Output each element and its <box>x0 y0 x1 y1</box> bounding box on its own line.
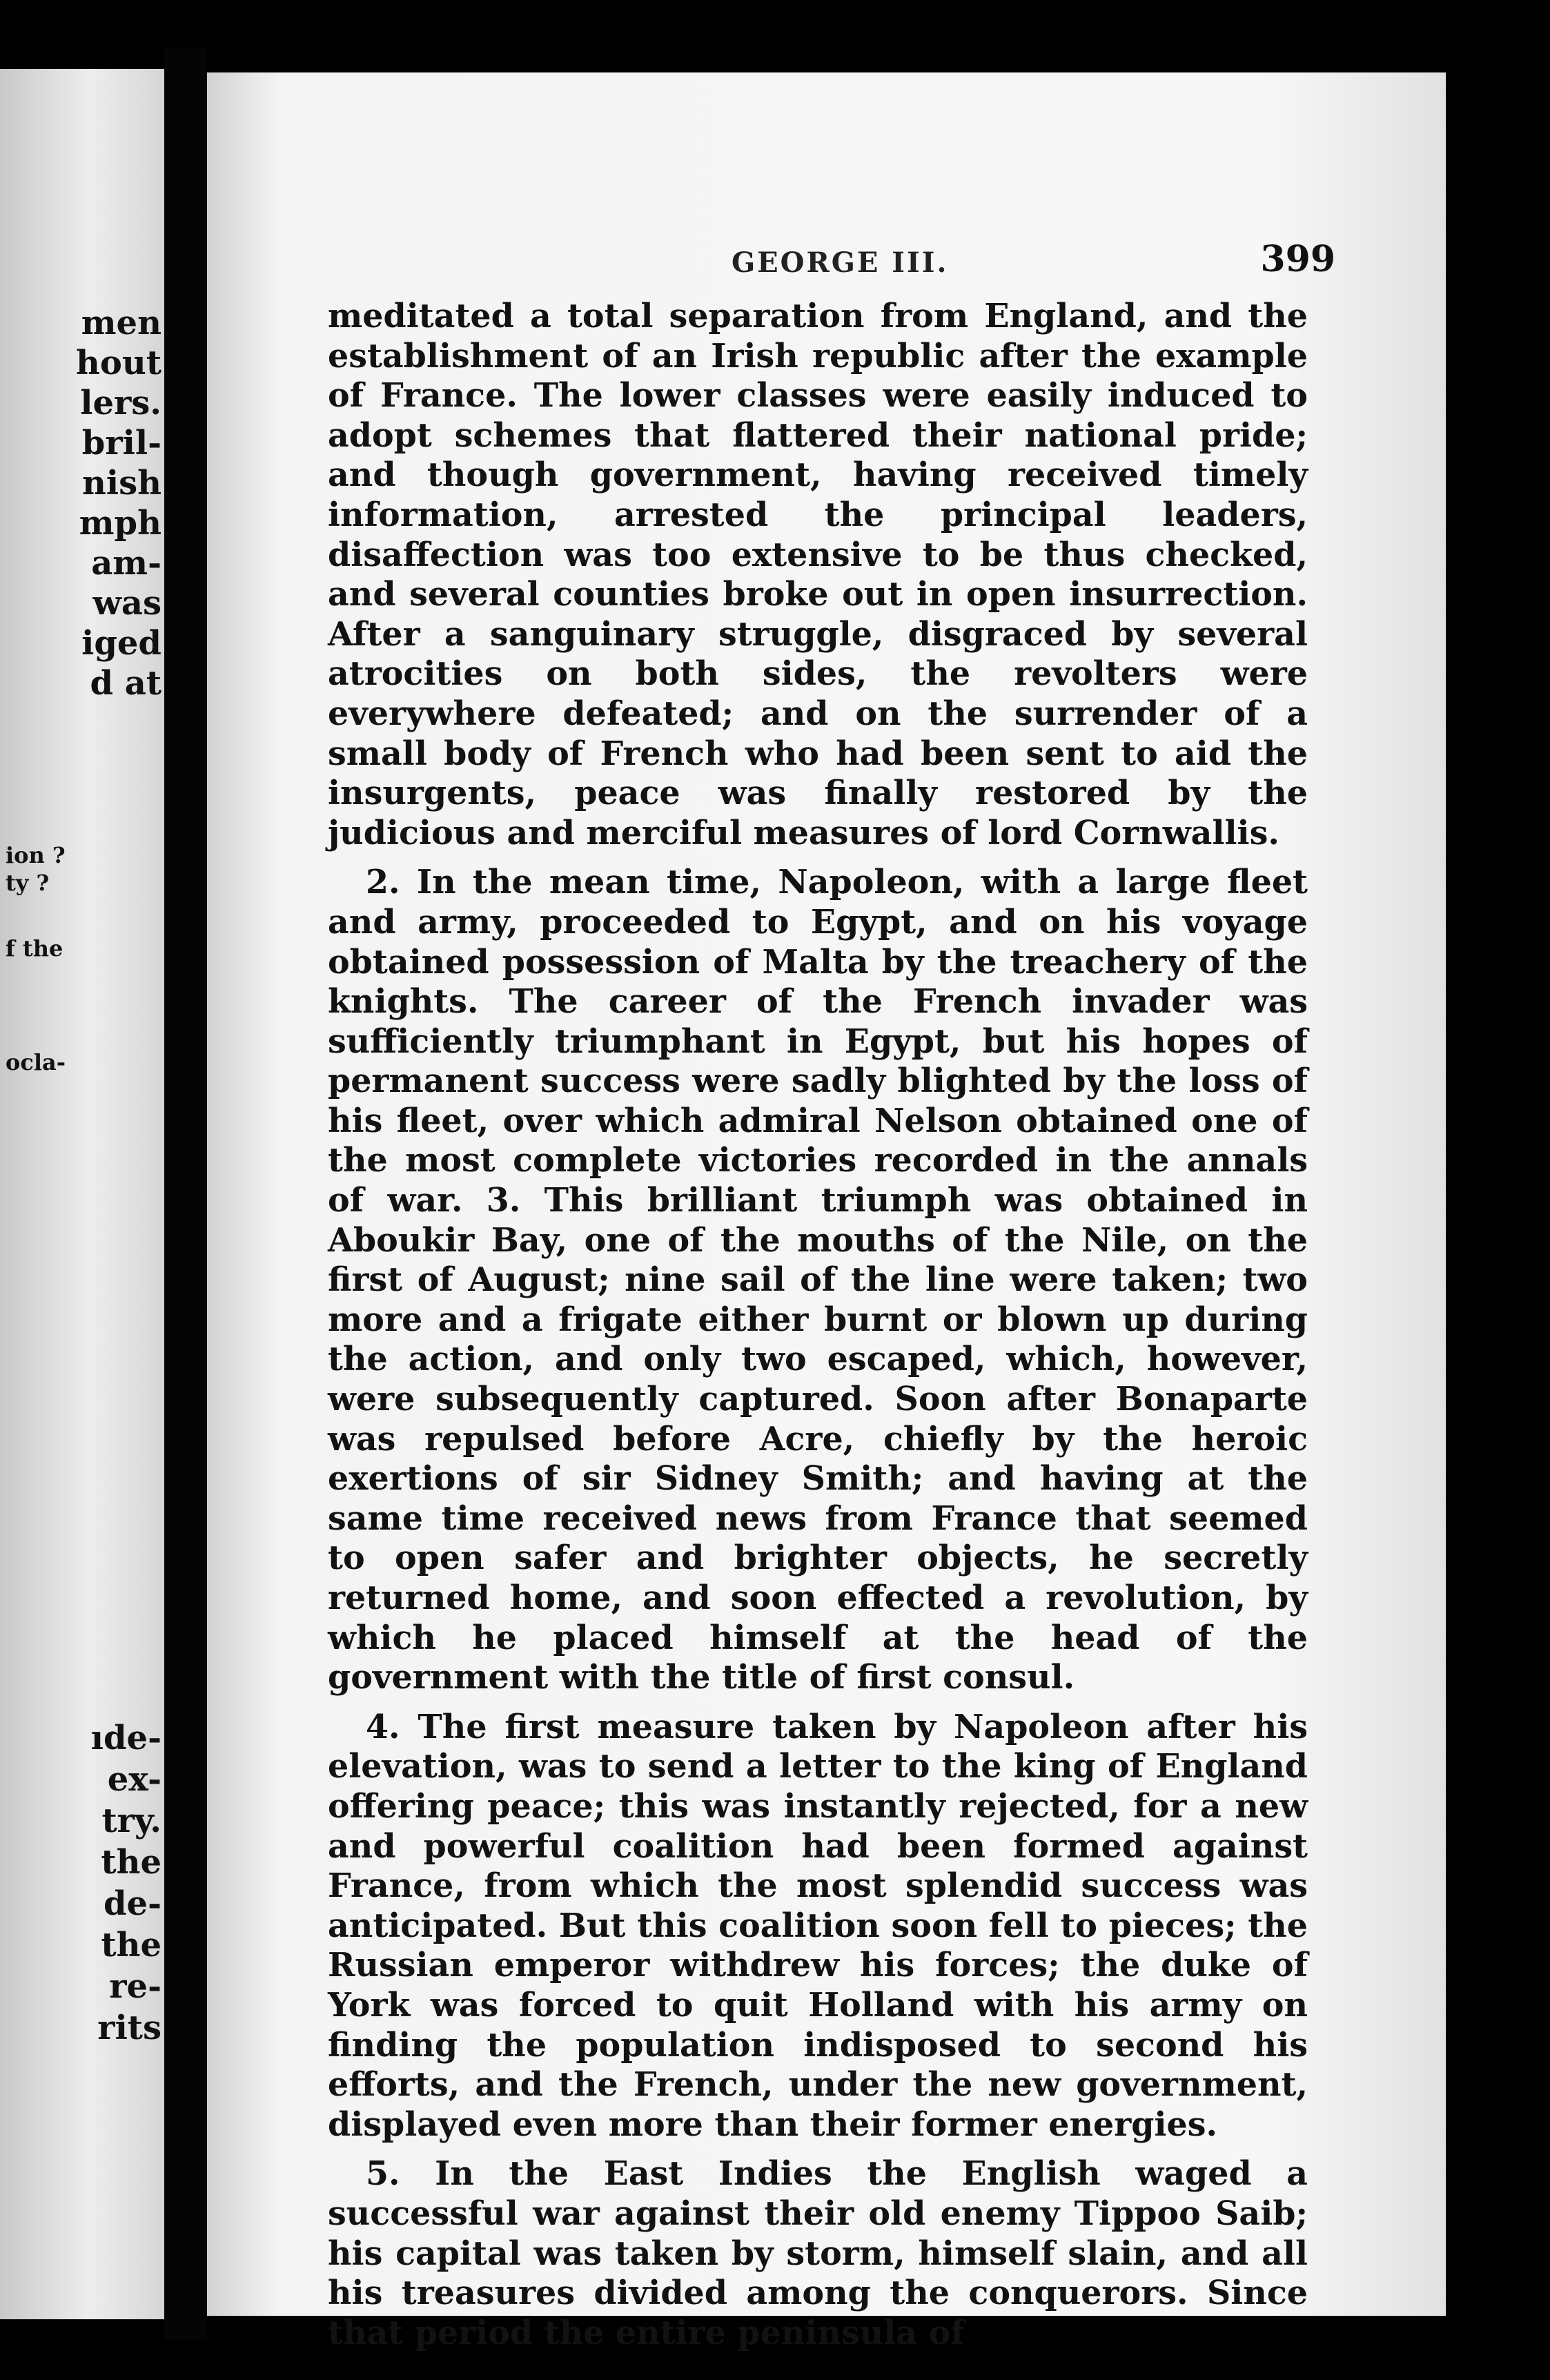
running-title: GEORGE III. <box>732 246 949 279</box>
facing-page-text: iged <box>81 624 161 663</box>
paragraph: 2. In the mean time, Napoleon, with a large fleet and army, proceeded to Egypt, and on his voyage obtained possession of Malta by the treachery of the knights. The career of the French invader was sufficiently triumphant in Egypt, but his hopes of permanent success were sadly blighted by the loss of his fleet, over which admiral Nelson obtained one of the most complete victories recorded in the annals of war. 3. This brilliant triumph was obtained in Aboukir Bay, one of the mouths of the Nile, on the first of August; nine sail of the line were taken; two more and a frigate either burnt or blown up during the action, and only two escaped, which, however, were subsequently captured. Soon after Bonaparte was repulsed before Acre, chiefly by the heroic exertions of sir Sidney Smith; and having at the same time received news from France that seemed to open safer and brighter objects, he secretly returned home, and soon effected a revolution, by which he placed himself at the head of the government with the title of first consul. <box>328 863 1308 1697</box>
paragraph: meditated a total separation from England, and the establishment of an Irish republic after the example of France. The lower classes were easily induced to adopt schemes that flattered their national pride; and though government, having received timely information, arrested the principal leaders, disaffection was too extensive to be thus checked, and several counties broke out in open insurrection. After a sanguinary struggle, disgraced by several atrocities on both sides, the revolters were everywhere defeated; and on the surrender of a small body of French who had been sent to aid the insurgents, peace was finally restored by the judicious and merciful measures of lord Cornwallis. <box>328 297 1308 852</box>
facing-page-text: mph <box>79 504 161 543</box>
paragraph: 4. The first measure taken by Napoleon after his elevation, was to send a letter to the king of England offering peace; this was instantly rejected, for a new and powerful coalition had been formed against France, from which the most splendid success was anticipated. But this coalition soon fell to pieces; the Russian emperor withdrew his forces; the duke of York was forced to quit Holland with his army on finding the population indisposed to second his efforts, and the French, under the new government, displayed even more than their former energies. <box>328 1707 1308 2144</box>
facing-page-text: was <box>92 584 161 623</box>
paragraph: 5. In the East Indies the English waged a successful war against their old enemy Tippoo Saib; his capital was taken by storm, himself slain, and all his treasures divided among the conquerors. Since that period the entire peninsula of <box>328 2154 1308 2352</box>
facing-page-text: bril- <box>81 424 161 462</box>
facing-page-margin-note: ion ? <box>6 842 66 868</box>
book-page <box>207 72 1446 2352</box>
book-gutter <box>164 48 207 2340</box>
facing-page-fragment <box>0 69 164 2319</box>
facing-page-margin-note: ty ? <box>6 870 50 896</box>
body-text <box>328 297 1308 2353</box>
facing-page-text: de- <box>103 1884 161 1923</box>
facing-page-text: the <box>101 1843 161 1882</box>
facing-page-margin-note: ocla- <box>6 1049 66 1075</box>
facing-page-text: d at <box>90 664 161 703</box>
facing-page-text: nish <box>81 464 161 503</box>
facing-page-text: rits <box>97 2009 161 2047</box>
running-head <box>207 238 1446 293</box>
facing-page-text: am- <box>91 544 161 583</box>
page-number: 399 <box>1260 238 1335 280</box>
scan-border <box>1446 48 1550 2380</box>
facing-page-text: the <box>101 1926 161 1964</box>
facing-page-text: re- <box>109 1967 161 2006</box>
facing-page-text: hout <box>76 344 161 382</box>
facing-page-text: lers. <box>80 384 161 422</box>
facing-page-margin-note: f the <box>6 935 63 962</box>
facing-page-text: men <box>81 304 161 342</box>
facing-page-text: ex- <box>107 1760 161 1799</box>
facing-page-text: ıde- <box>90 1719 161 1757</box>
facing-page-text: try. <box>101 1802 161 1840</box>
